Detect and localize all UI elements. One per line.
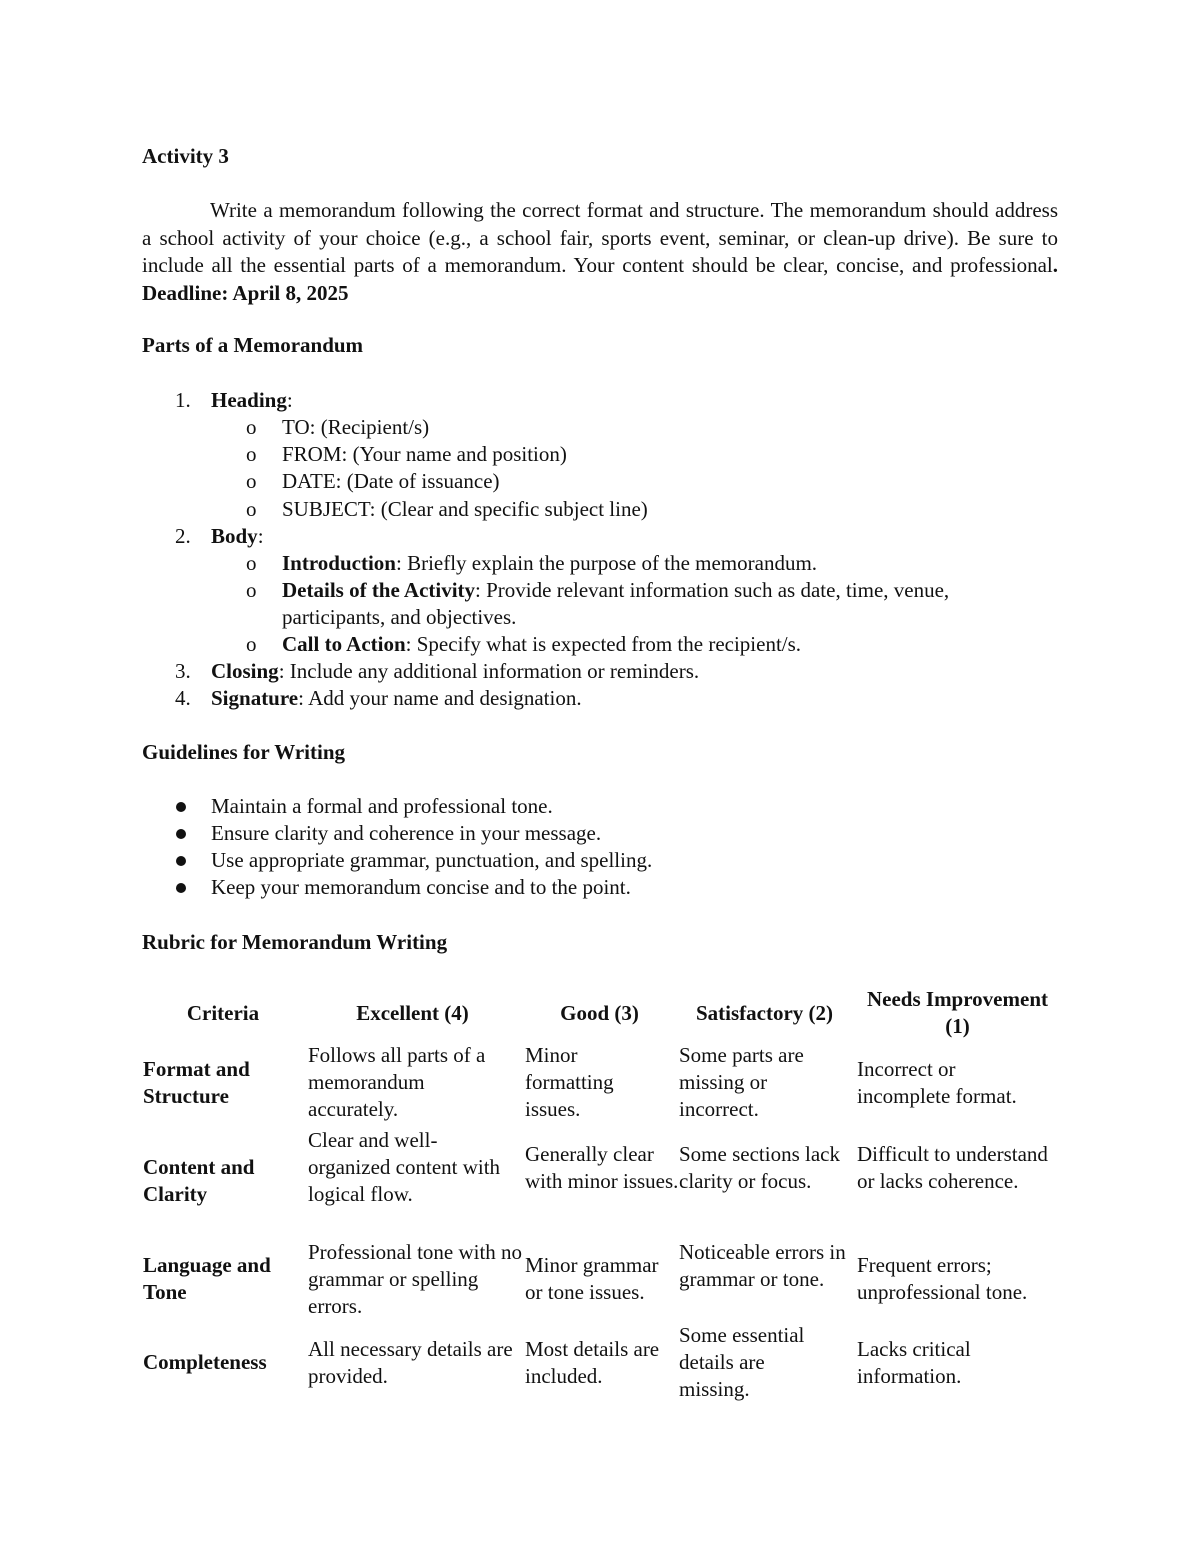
sub-bullet: o xyxy=(246,632,257,656)
rubric-cell: Minor grammar or tone issues. xyxy=(525,1253,659,1304)
heading-sub-item: FROM: (Your name and position) xyxy=(282,442,567,466)
rubric-cell: Difficult to understand or lacks coherence. xyxy=(857,1142,1048,1193)
rubric-criteria: Content and Clarity xyxy=(143,1155,255,1206)
rubric-criteria: Language and Tone xyxy=(143,1253,271,1304)
rubric-criteria: Format and Structure xyxy=(143,1057,250,1108)
body-sub-item: Call to Action: Specify what is expected from the recipient/s. xyxy=(282,632,802,656)
guideline-item: Ensure clarity and coherence in your message. xyxy=(211,821,602,845)
rubric-heading: Rubric for Memorandum Writing xyxy=(142,930,448,954)
heading-sub-item: SUBJECT: (Clear and specific subject line) xyxy=(282,497,648,521)
bullet-icon xyxy=(176,883,186,893)
parts-item-closing: Closing: Include any additional information or reminders. xyxy=(211,659,700,683)
rubric-cell: Frequent errors; unprofessional tone. xyxy=(857,1253,1028,1304)
rubric-cell: Minor formatting issues. xyxy=(525,1043,614,1121)
guideline-item: Maintain a formal and professional tone. xyxy=(211,794,553,818)
parts-item-number: 4. xyxy=(175,686,191,710)
guidelines-heading: Guidelines for Writing xyxy=(142,740,346,764)
parts-heading: Parts of a Memorandum xyxy=(142,333,364,357)
column-header: Satisfactory (2) xyxy=(695,1001,834,1025)
rubric-cell: Noticeable errors in grammar or tone. xyxy=(679,1240,846,1291)
sub-bullet: o xyxy=(246,497,257,521)
column-header: Good (3) xyxy=(560,1001,639,1025)
rubric-cell: All necessary details are provided. xyxy=(308,1337,513,1388)
rubric-criteria: Completeness xyxy=(143,1350,267,1374)
rubric-cell: Generally clear with minor issues. xyxy=(525,1142,679,1193)
parts-item-number: 3. xyxy=(175,659,191,683)
rubric-cell: Most details are included. xyxy=(525,1337,660,1388)
rubric-cell: Some essential details are missing. xyxy=(679,1323,805,1401)
body-sub-item: Details of the Activity: Provide relevant information such as date, time, venue, xyxy=(282,578,950,602)
parts-item-heading: Heading: xyxy=(211,388,293,412)
rubric-cell: Lacks critical information. xyxy=(857,1337,971,1388)
column-header: Needs Improvement (1) xyxy=(866,987,1048,1038)
bullet-icon xyxy=(176,856,186,866)
rubric-cell: Some sections lack clarity or focus. xyxy=(679,1142,840,1193)
sub-bullet: o xyxy=(246,442,257,466)
rubric-cell: Some parts are missing or incorrect. xyxy=(679,1043,804,1121)
activity-title: Activity 3 xyxy=(142,144,229,168)
column-header: Criteria xyxy=(186,1001,260,1025)
rubric-cell: Clear and well-organized content with logical flow. xyxy=(308,1128,501,1206)
parts-item-body: Body: xyxy=(211,524,264,548)
parts-item-number: 1. xyxy=(175,388,191,412)
body-sub-item: Introduction: Briefly explain the purpose of the memorandum. xyxy=(282,551,818,575)
rubric-cell: Incorrect or incomplete format. xyxy=(857,1057,1017,1108)
bullet-icon xyxy=(176,829,186,839)
parts-item-signature: Signature: Add your name and designation. xyxy=(211,686,582,710)
intro-text: Write a memorandum following the correct format and structure. The memorandum should address a school activity of your choice (e.g., a school fair, sports event, seminar, or clean-up drive). Be sure to include all the essential parts of a memorandum. Your content should be clear, concise, and professional xyxy=(142,198,1058,277)
sub-bullet: o xyxy=(246,469,257,493)
heading-sub-item: TO: (Recipient/s) xyxy=(282,415,430,439)
deadline-text: . Deadline: April 8, 2025 xyxy=(142,253,1058,305)
parts-item-number: 2. xyxy=(175,524,191,548)
sub-bullet: o xyxy=(246,578,257,602)
rubric-cell: Professional tone with no grammar or spelling errors. xyxy=(308,1240,523,1318)
guideline-item: Keep your memorandum concise and to the point. xyxy=(211,875,631,899)
guideline-item: Use appropriate grammar, punctuation, and spelling. xyxy=(211,848,653,872)
sub-bullet: o xyxy=(246,551,257,575)
column-header: Excellent (4) xyxy=(356,1001,469,1025)
heading-sub-item: DATE: (Date of issuance) xyxy=(282,469,500,493)
rubric-cell: Follows all parts of a memorandum accurately. xyxy=(308,1043,486,1121)
intro-paragraph xyxy=(142,197,1058,307)
sub-bullet: o xyxy=(246,415,257,439)
body-sub-item-continued: participants, and objectives. xyxy=(282,605,517,629)
bullet-icon xyxy=(176,802,186,812)
